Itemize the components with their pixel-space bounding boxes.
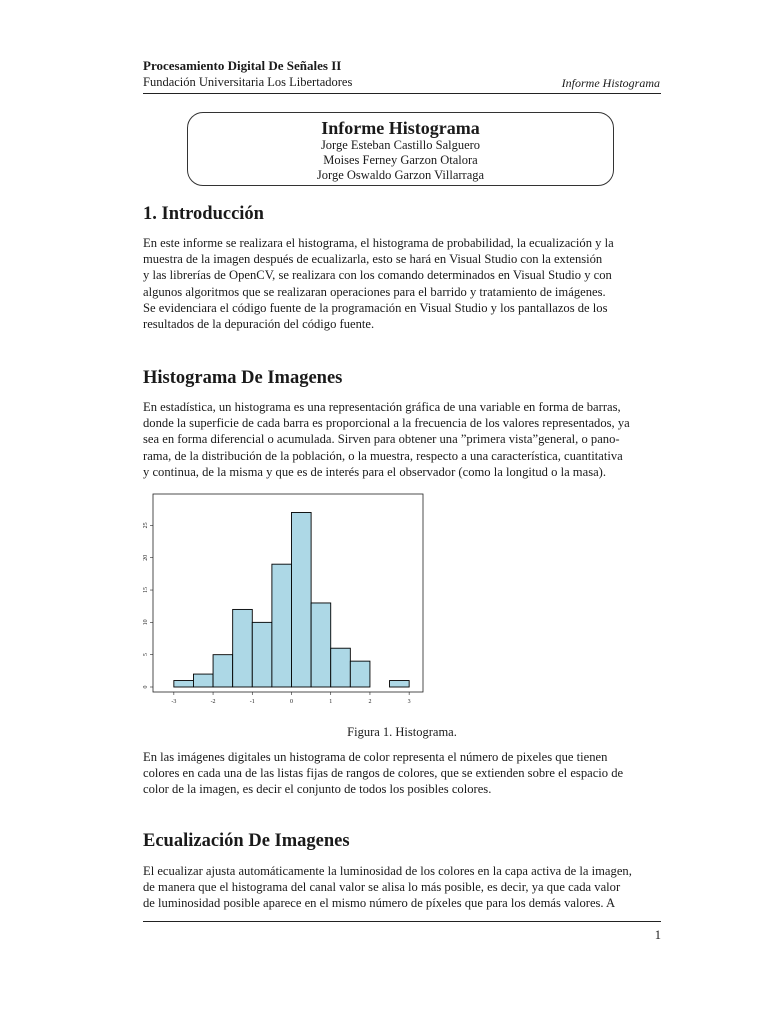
histogram-bar <box>233 609 253 687</box>
text-line: y las librerías de OpenCV, se realizara con los comando determinados en Visual Studio y con <box>143 268 612 283</box>
histogram-figure <box>143 492 433 714</box>
section-heading-histograma: Histograma De Imagenes <box>143 368 343 388</box>
text-line: En este informe se realizara el histograma, el histograma de probabilidad, la ecualización y la <box>143 236 614 250</box>
x-tick-label: -3 <box>171 699 177 705</box>
x-tick-label: 1 <box>329 699 333 705</box>
header-divider <box>143 93 661 94</box>
y-tick-label: 15 <box>143 587 149 594</box>
x-tick-label: 3 <box>407 699 411 705</box>
y-tick-label: 5 <box>143 653 149 657</box>
x-tick-label: -1 <box>249 699 255 705</box>
histogram-bar <box>292 512 312 687</box>
footer-divider <box>143 921 661 922</box>
x-tick-label: 2 <box>368 699 372 705</box>
text-line: rama, de la distribución de la población, o la muestra, respecto a una característica, cuantitativa <box>143 448 623 463</box>
text-line: y continua, de la misma y que es de interés para el observador (como la longitud o la masa). <box>143 464 607 479</box>
y-tick-label: 20 <box>143 554 149 561</box>
section-heading-introduccion: 1. Introducción <box>143 204 264 224</box>
text-line: En las imágenes digitales un histograma de color representa el número de pixeles que tienen <box>143 750 608 764</box>
institution-name: Fundación Universitaria Los Libertadores <box>143 75 353 89</box>
text-line: color de la imagen, es decir el conjunto de todos los posibles colores. <box>143 782 492 797</box>
y-tick-label: 10 <box>143 619 149 626</box>
section-heading-ecualizacion: Ecualización De Imagenes <box>143 831 350 851</box>
x-tick-label: 0 <box>290 699 293 705</box>
title-block <box>187 112 614 186</box>
histogram-bar <box>390 681 410 687</box>
histogram-bar <box>272 564 292 687</box>
histogram-bar <box>311 603 331 687</box>
paragraph-introduccion <box>143 235 661 332</box>
text-line: de luminosidad posible aparece en el mismo número de píxeles que para los demás valores. A <box>143 896 616 911</box>
author-1: Jorge Esteban Castillo Salguero <box>320 138 481 152</box>
figure-caption: Figura 1. Histograma. <box>347 725 457 739</box>
histogram-bar <box>350 661 370 687</box>
x-tick-label: -2 <box>210 699 216 705</box>
author-3: Jorge Oswaldo Garzon Villarraga <box>316 168 485 182</box>
course-title: Procesamiento Digital De Señales II <box>143 58 342 73</box>
text-line: de manera que el histograma del canal valor se alisa lo más posible, es decir, ya que cada valor <box>143 880 621 895</box>
paragraph-color-histogram <box>143 749 661 798</box>
y-tick-label: 25 <box>143 522 149 529</box>
page-number: 1 <box>654 928 661 942</box>
histogram-bar <box>331 648 351 687</box>
histogram-bar <box>252 622 272 687</box>
histogram-bar <box>174 681 194 687</box>
text-line: Se evidenciara el código fuente de la programación en Visual Studio y los pantallazos de los <box>143 300 608 315</box>
paragraph-ecualizacion <box>143 863 661 912</box>
paragraph-histograma <box>143 399 661 480</box>
document-title: Informe Histograma <box>321 118 480 138</box>
text-line: colores en cada una de las listas fijas de rangos de colores, que se extienden sobre el espacio de <box>143 766 624 781</box>
report-tag: Informe Histograma <box>561 76 660 90</box>
text-line: muestra de la imagen después de ecualizarla, esto se hará en Visual Studio con la extensión <box>143 252 603 267</box>
text-line: algunos algoritmos que se realizaran operaciones para el barrido y tratamiento de imágenes. <box>143 284 606 299</box>
text-line: En estadística, un histograma es una representación gráfica de una variable en forma de barras, <box>143 400 621 414</box>
histogram-bar <box>193 674 213 687</box>
y-tick-label: 0 <box>143 685 149 689</box>
text-line: sea en forma diferencial o acumulada. Sirven para obtener una ”primera vista”general, o pano- <box>143 432 620 447</box>
text-line: donde la superficie de cada barra es proporcional a la frecuencia de los valores representados, ya <box>143 416 630 431</box>
text-line: resultados de la depuración del código fuente. <box>143 317 375 332</box>
text-line: El ecualizar ajusta automáticamente la luminosidad de los colores en la capa activa de la imagen, <box>143 864 632 878</box>
author-2: Moises Ferney Garzon Otalora <box>323 153 478 167</box>
histogram-bar <box>213 655 233 687</box>
